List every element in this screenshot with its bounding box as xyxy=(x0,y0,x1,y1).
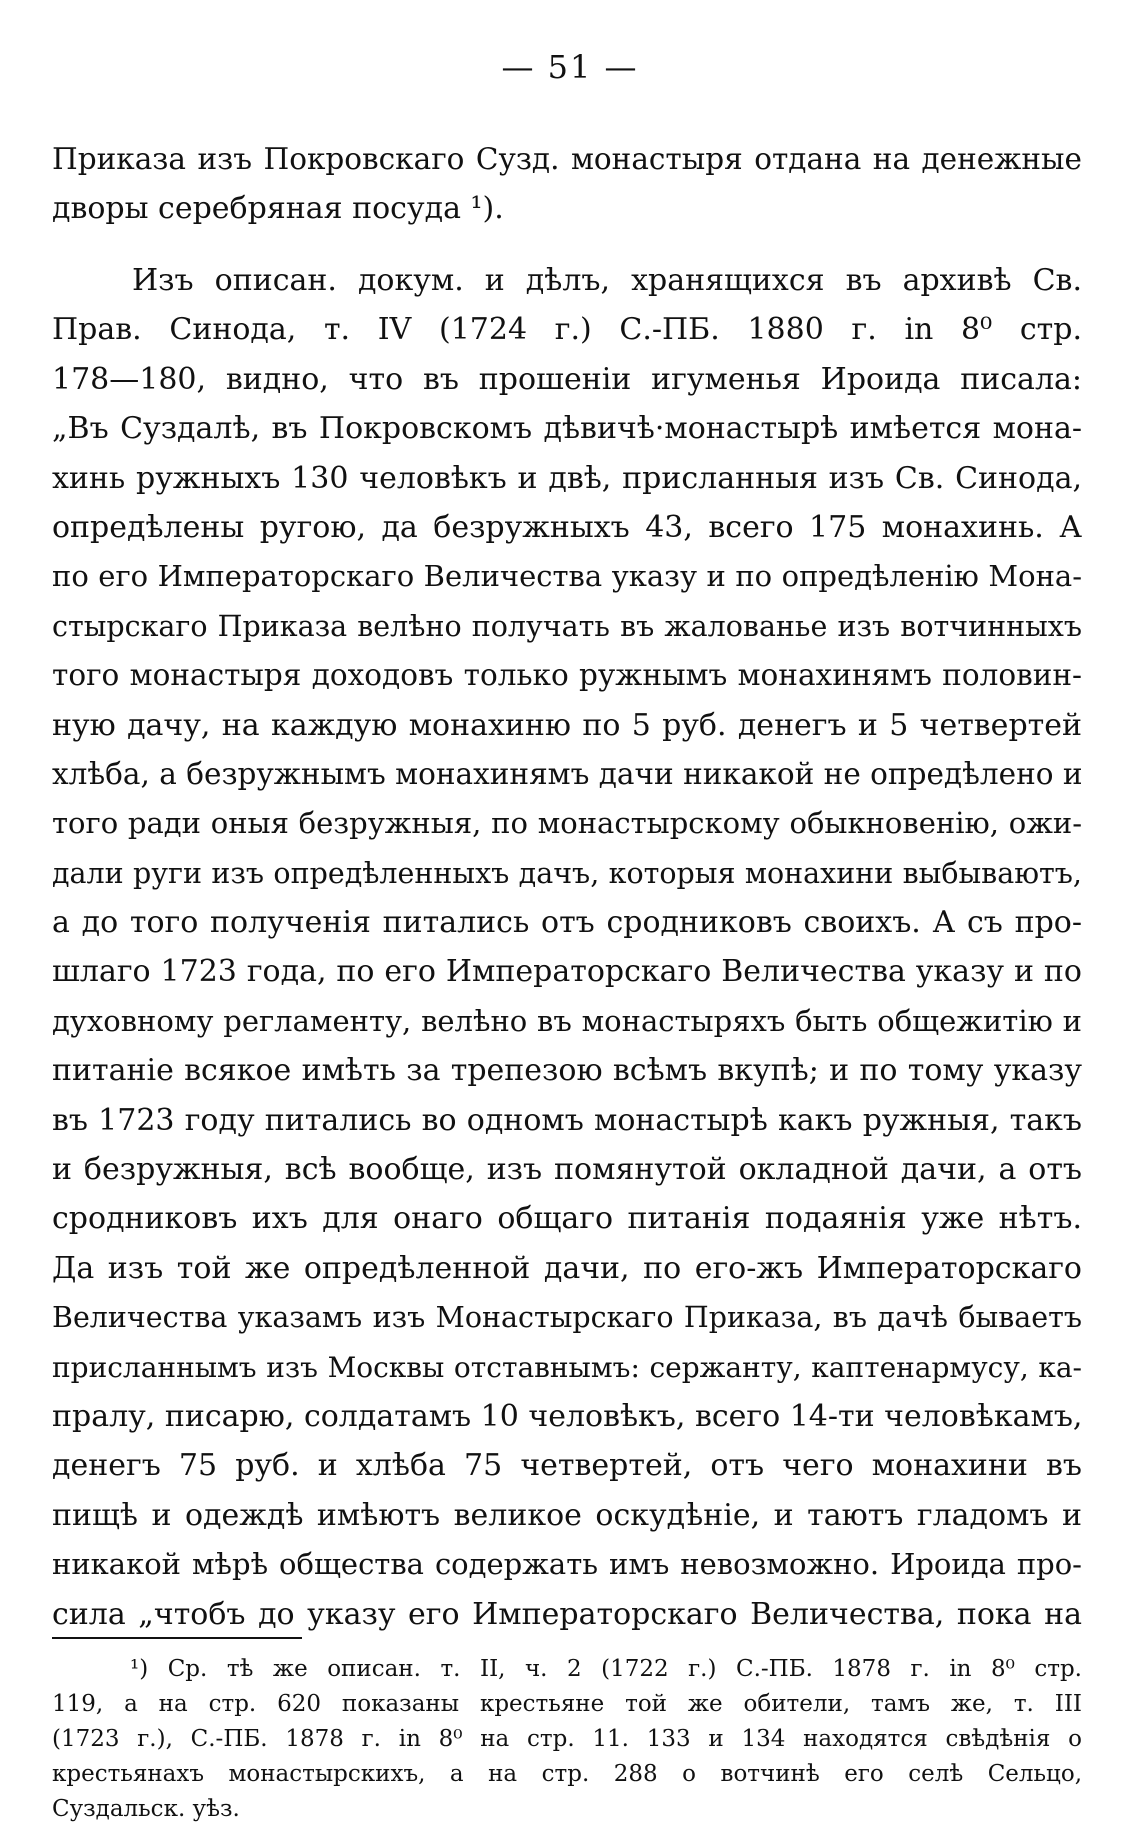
footnote-line: 119, а на стр. 620 показаны крестьяне той же обители, тамъ же, т. III xyxy=(52,1691,1082,1717)
text-line: 178—180, видно, что въ прошенiи игуменья Ироида писала: xyxy=(52,361,1082,397)
text-line: Да изъ той же опредѣленной дачи, по его-жъ Императорскаго xyxy=(52,1250,1082,1286)
text-line: „Въ Суздалѣ, въ Покровскомъ дѣвичѣ·монастырѣ имѣется мона- xyxy=(52,411,1082,447)
text-line: Величества указамъ изъ Монастырскаго Приказа, въ дачѣ бываетъ xyxy=(52,1301,1082,1335)
text-line: того ради оныя безружныя, по монастырскому обыкновенiю, ожи- xyxy=(52,806,1082,841)
text-line: а до того полученiя питались отъ сродниковъ своихъ. А съ про- xyxy=(52,905,1082,941)
footnote-line: ¹) Ср. тѣ же описан. т. II, ч. 2 (1722 г.) С.-ПБ. 1878 г. in 8⁰ стр. xyxy=(130,1656,1082,1682)
text-line: денегъ 75 руб. и хлѣба 75 четвертей, отъ чего монахини въ xyxy=(52,1448,1082,1484)
text-line: духовному регламенту, велѣно въ монастыряхъ быть общежитiю и xyxy=(52,1003,1082,1038)
text-line: опредѣлены ругою, да безружныхъ 43, всего 175 монахинь. А xyxy=(52,509,1082,545)
text-line: ную дачу, на каждую монахиню по 5 руб. денегъ и 5 четвертей xyxy=(52,707,1082,743)
text-line: дворы серебряная посуда ¹). xyxy=(52,191,504,227)
footnote-line: Суздальск. уѣз. xyxy=(52,1796,240,1822)
footnotes xyxy=(52,1652,1082,1827)
text-line: по его Императорскаго Величества указу и по опредѣленiю Мона- xyxy=(52,559,1082,594)
text-line: сила „чтобъ до указу его Императорскаго Величества, пока на xyxy=(52,1596,1082,1632)
page-number: — 51 — xyxy=(501,48,639,86)
paragraph-2 xyxy=(52,256,1082,1639)
text-line: и безружныя, всѣ вообще, изъ помянутой окладной дачи, а отъ xyxy=(52,1152,1082,1188)
text-line: присланнымъ изъ Москвы отставнымъ: сержанту, каптенармусу, ка- xyxy=(52,1350,1082,1384)
text-line: сродниковъ ихъ для онаго общаго питанiя подаянiя уже нѣтъ. xyxy=(52,1201,1082,1237)
footnote-line: (1723 г.), С.-ПБ. 1878 г. in 8⁰ на стр. 11. 133 и 134 находятся свѣдѣнiя о xyxy=(52,1726,1082,1752)
text-line: питанiе всякое имѣть за трепезою всѣмъ вкупѣ; и по тому указу xyxy=(52,1053,1082,1089)
text-line: дали руги изъ опредѣленныхъ дачъ, которыя монахини выбываютъ, xyxy=(52,856,1082,890)
footnote-divider xyxy=(52,1637,302,1639)
text-line: того монастыря доходовъ только ружнымъ монахинямъ половин- xyxy=(52,658,1082,693)
text-line: Изъ описан. докум. и дѣлъ, хранящихся въ архивѣ Св. xyxy=(132,263,1082,298)
text-line: въ 1723 году питались во одномъ монастырѣ какъ ружныя, такъ xyxy=(52,1102,1082,1138)
footnote-line: крестьянахъ монастырскихъ, а на стр. 288 о вотчинѣ его селѣ Сельцо, xyxy=(52,1761,1082,1787)
text-line: хлѣба, а безружнымъ монахинямъ дачи никакой не опредѣлено и xyxy=(52,756,1083,791)
text-line: Приказа изъ Покровскаго Сузд. монастыря отдана на денежные xyxy=(52,142,1082,176)
text-line: стырскаго Приказа велѣно получать въ жалованье изъ вотчинныхъ xyxy=(52,609,1082,643)
text-line: шлаго 1723 года, по его Императорскаго Величества указу и по xyxy=(52,954,1082,990)
text-line: хинь ружныхъ 130 человѣкъ и двѣ, присланныя изъ Св. Синода, xyxy=(52,460,1082,496)
text-line: пралу, писарю, солдатамъ 10 человѣкъ, всего 14-ти человѣкамъ, xyxy=(52,1398,1083,1434)
text-line: никакой мѣрѣ общества содержать имъ невозможно. Ироида про- xyxy=(52,1547,1082,1582)
text-line: пищѣ и одеждѣ имѣютъ великое оскудѣнiе, и таютъ гладомъ и xyxy=(52,1497,1082,1533)
text-line: Прав. Синода, т. IV (1724 г.) С.-ПБ. 1880 г. in 8⁰ стр. xyxy=(52,312,1082,348)
paragraph-1 xyxy=(52,135,1082,234)
